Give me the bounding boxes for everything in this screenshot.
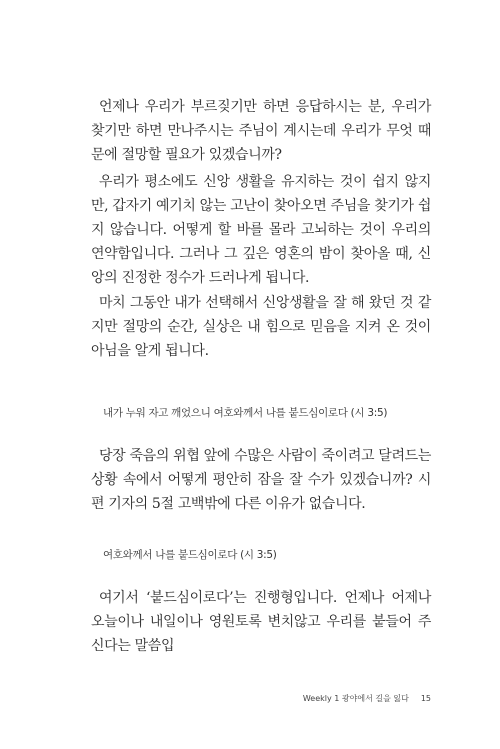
running-title: Weekly 1 광야에서 길을 잃다 xyxy=(302,694,409,703)
paragraph-5: 여기서 ‘붙드심이로다’는 진행형입니다. 언제나 어제나 오늘이나 내일이나 영원토록 변치않고 우리를 붙들어 주신다는 말씀입 xyxy=(91,590,431,654)
scripture-quote-2: 여호와께서 나를 붙드심이로다 (시 3:5) xyxy=(103,549,277,561)
paragraph-4: 당장 죽음의 위협 앞에 수많은 사람이 죽이려고 달려드는 상황 속에서 어떻게 평안히 잠을 잘 수가 있겠습니까? 시편 기자의 5절 고백밖에 다른 이유가 없습니다. xyxy=(91,448,431,512)
scripture-quote-1: 내가 누워 자고 깨었으니 여호와께서 나를 붙드심이로다 (시 3:5) xyxy=(103,407,388,419)
paragraph-1: 언제나 우리가 부르짖기만 하면 응답하시는 분, 우리가 찾기만 하면 만나주시는 주님이 계시는데 우리가 무엇 때문에 절망할 필요가 있겠습니까? xyxy=(91,99,431,163)
paragraph-2: 우리가 평소에도 신앙 생활을 유지하는 것이 쉽지 않지만, 갑자기 예기치 않는 고난이 찾아오면 주님을 찾기가 쉽지 않습니다. 어떻게 할 바를 몰라 고뇌하는 것이 우리의 연약함입니다. 그러나 그 깊은 영혼의 밤이 찾아올 때, 신앙의 진정한 정수가 드러나게 됩니다. xyxy=(91,174,431,286)
page-number: 15 xyxy=(420,694,431,703)
page-footer xyxy=(303,693,431,704)
paragraph-3: 마치 그동안 내가 선택해서 신앙생활을 잘 해 왔던 것 같지만 절망의 순간, 실상은 내 힘으로 믿음을 지켜 온 것이 아님을 알게 됩니다. xyxy=(91,295,431,359)
